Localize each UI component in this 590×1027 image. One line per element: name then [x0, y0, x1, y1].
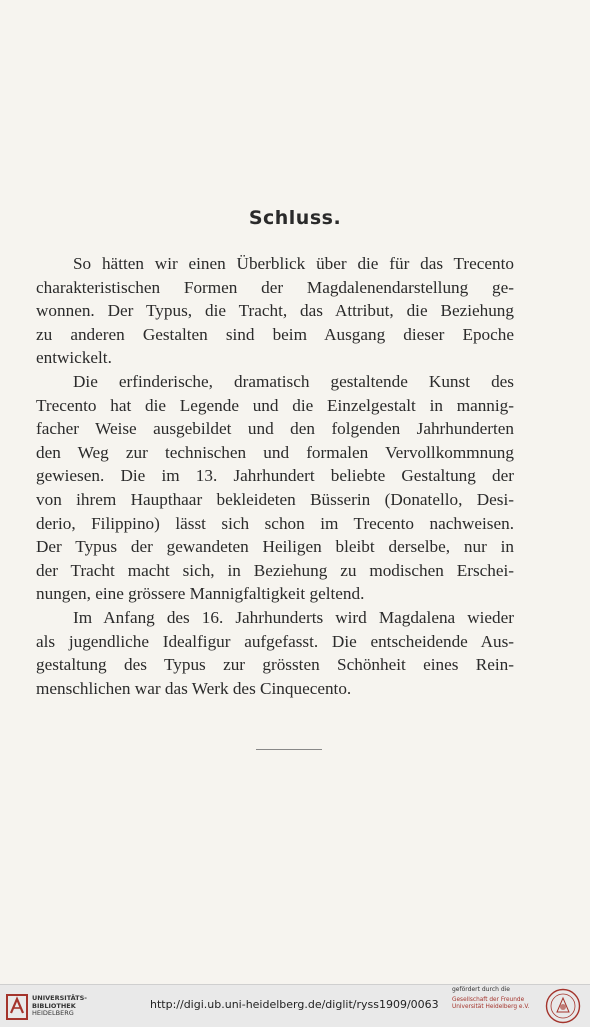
- body-text: [36, 252, 514, 700]
- text-line: nungen, eine grössere Mannigfaltigkeit geltend.: [36, 584, 365, 604]
- sponsor-line: Universität Heidelberg e.V.: [452, 1004, 530, 1010]
- text-line: den Weg zur technischen und formalen Vervollkommnung: [36, 442, 514, 462]
- library-name-line: HEIDELBERG: [32, 1009, 74, 1017]
- text-line: gewiesen. Die im 13. Jahrhundert beliebte Gestaltung der: [36, 466, 514, 486]
- text-line: Der Typus der gewandeten Heiligen bleibt derselbe, nur in: [36, 537, 514, 557]
- library-logo-icon: [6, 993, 28, 1021]
- text-line: zu anderen Gestalten sind beim Ausgang dieser Epoche: [36, 324, 514, 344]
- university-seal-icon: [545, 988, 581, 1024]
- text-line: der Tracht macht sich, in Beziehung zu modischen Erschei-: [36, 560, 514, 580]
- text-line: entwickelt.: [36, 348, 112, 368]
- footer-bar: [0, 984, 590, 1027]
- text-line: wonnen. Der Typus, die Tracht, das Attribut, die Beziehung: [36, 301, 514, 321]
- page-heading: Schluss.: [248, 207, 342, 229]
- text-line: als jugendliche Idealfigur aufgefasst. Die entscheidende Aus-: [36, 631, 514, 651]
- text-line: Im Anfang des 16. Jahrhunderts wird Magdalena wieder: [73, 607, 514, 627]
- library-name: [32, 995, 87, 1018]
- text-line: charakteristischen Formen der Magdalenendarstellung ge-: [36, 277, 514, 297]
- text-line: facher Weise ausgebildet und den folgenden Jahrhunderten: [36, 419, 514, 439]
- text-line: derio, Filippino) lässt sich schon im Trecento nachweisen.: [36, 513, 514, 533]
- end-rule: [256, 749, 322, 750]
- text-line: von ihrem Haupthaar bekleideten Büsserin (Donatello, Desi-: [36, 489, 514, 509]
- sponsor-line: Gesellschaft der Freunde: [452, 997, 525, 1003]
- library-name-line: BIBLIOTHEK: [32, 1001, 76, 1010]
- sponsor-block: [452, 986, 538, 1011]
- text-line: Trecento hat die Legende und die Einzelgestalt in mannig-: [36, 395, 514, 415]
- library-name-line: UNIVERSITÄTS-: [32, 994, 87, 1002]
- text-line: gestaltung des Typus zur grössten Schönheit eines Rein-: [36, 655, 514, 675]
- text-line: So hätten wir einen Überblick über die für das Trecento: [73, 254, 514, 273]
- sponsor-intro: gefördert durch die: [452, 986, 510, 993]
- text-line: menschlichen war das Werk des Cinquecento.: [36, 678, 352, 698]
- permalink-url[interactable]: http://digi.ub.uni-heidelberg.de/diglit/ryss1909/0063: [150, 998, 439, 1011]
- text-line: Die erfinderische, dramatisch gestaltende Kunst des: [73, 371, 514, 391]
